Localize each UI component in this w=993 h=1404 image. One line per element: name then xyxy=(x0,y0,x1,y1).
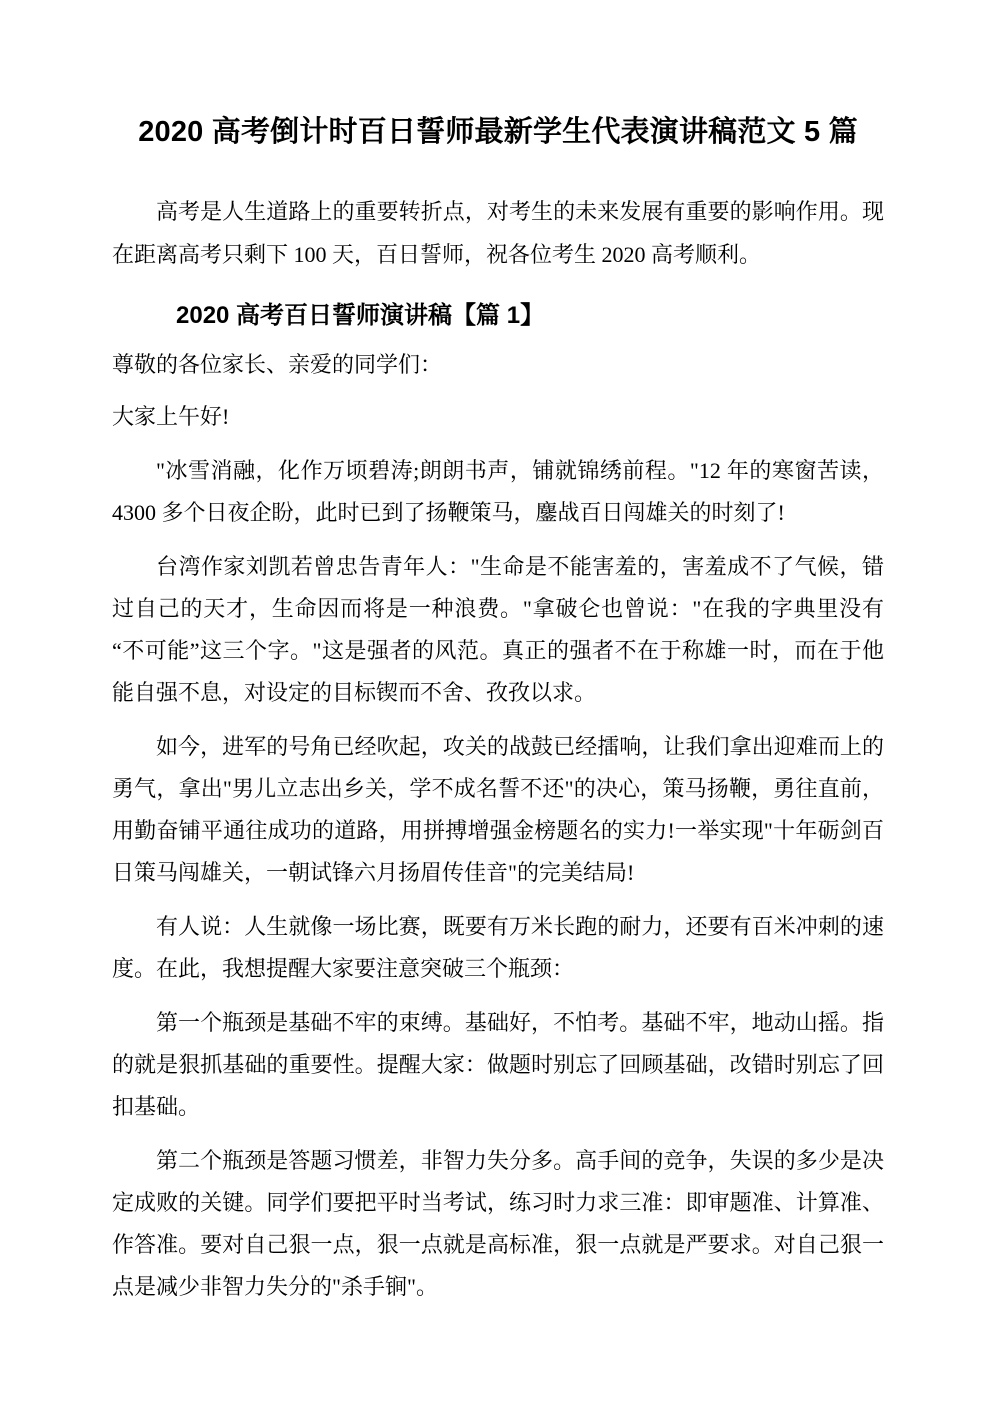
paragraph-greeting: 大家上午好! xyxy=(112,404,230,429)
paragraph-bottleneck-1: 第一个瓶颈是基础不牢的束缚。基础好，不怕考。基础不牢，地动山摇。指的就是狠抓基础的重要性。提醒大家：做题时别忘了回顾基础，改错时别忘了回扣基础。 xyxy=(112,1010,884,1119)
paragraph-bottleneck-2: 第二个瓶颈是答题习惯差，非智力失分多。高手间的竞争，失误的多少是决定成败的关键。同学们要把平时当考试，练习时力求三准：即审题准、计算准、作答准。要对自己狠一点，狠一点就是高标准，狠一点就是严要求。对自己狠一点是减少非智力失分的"杀手锏"。 xyxy=(112,1148,884,1299)
paragraph-salutation: 尊敬的各位家长、亲爱的同学们： xyxy=(112,352,443,377)
page-title: 2020 高考倒计时百日誓师最新学生代表演讲稿范文 5 篇 xyxy=(138,116,858,148)
lead-paragraph: 高考是人生道路上的重要转折点，对考生的未来发展有重要的影响作用。现在距离高考只剩下 100 天，百日誓师，祝各位考生 2020 高考顺利。 xyxy=(112,199,884,267)
paragraph-march-horn: 如今，进军的号角已经吹起，攻关的战鼓已经擂响，让我们拿出迎难而上的勇气，拿出"男儿立志出乡关，学不成名誓不还"的决心，策马扬鞭，勇往直前，用勤奋铺平通往成功的道路，用拼搏增强金榜题名的实力!一举实现"十年砺剑百日策马闯雄关，一朝试锋六月扬眉传佳音"的完美结局! xyxy=(112,734,884,885)
paragraph-ice-snow: "冰雪消融，化作万顷碧涛;朗朗书声，铺就锦绣前程。"12 年的寒窗苦读，4300 多个日夜企盼，此时已到了扬鞭策马，鏖战百日闯雄关的时刻了! xyxy=(112,458,884,525)
section-heading: 2020 高考百日誓师演讲稿【篇 1】 xyxy=(176,302,545,329)
document-content xyxy=(112,0,884,1308)
paragraph-race: 有人说：人生就像一场比赛，既要有万米长跑的耐力，还要有百米冲刺的速度。在此，我想提醒大家要注意突破三个瓶颈： xyxy=(112,914,884,981)
paragraph-liu-kairuo: 台湾作家刘凯若曾忠告青年人："生命是不能害羞的，害羞成不了气候，错过自己的天才，生命因而将是一种浪费。"拿破仑也曾说："在我的字典里没有“不可能”这三个字。"这是强者的风范。真正的强者不在于称雄一时，而在于他能自强不息，对设定的目标锲而不舍、孜孜以求。 xyxy=(112,554,884,705)
